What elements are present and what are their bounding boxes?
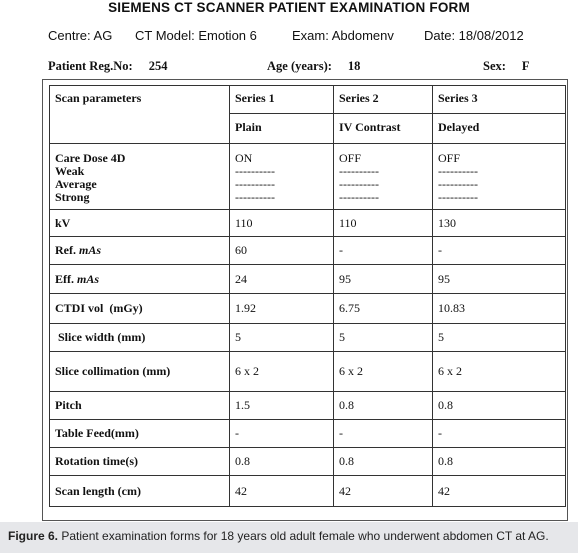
- scan-parameters-table: [49, 85, 566, 507]
- form-title: SIEMENS CT SCANNER PATIENT EXAMINATION FORM: [108, 0, 470, 15]
- header-series-1: Series 1: [230, 86, 334, 114]
- exam-field: Exam: Abdomenv: [292, 28, 394, 43]
- blank-line: ----------: [339, 177, 379, 191]
- care-dose-value: ON: [235, 151, 253, 165]
- param-value-series-1: 110: [230, 210, 334, 237]
- protocol-series-3: Delayed: [433, 114, 566, 144]
- param-label-text: CTDI vol (mGy): [55, 301, 143, 315]
- table-row: [50, 352, 566, 392]
- table-row: [50, 294, 566, 324]
- sex-field: [483, 59, 530, 74]
- param-value-series-3: 130: [433, 210, 566, 237]
- blank-line: ----------: [235, 164, 275, 178]
- param-label: [50, 392, 230, 420]
- age-value: 18: [347, 59, 361, 73]
- param-label: [50, 476, 230, 507]
- param-value-series-1: 1.92: [230, 294, 334, 324]
- blank-line: ----------: [438, 164, 478, 178]
- table-row: [50, 420, 566, 448]
- date-field: Date: 18/08/2012: [424, 28, 524, 43]
- param-label-text: Rotation time(s): [55, 454, 138, 468]
- param-value-series-2: -: [334, 420, 433, 448]
- param-value-series-3: 5: [433, 324, 566, 352]
- blank-line: ----------: [339, 190, 379, 204]
- param-value-series-2: -: [334, 237, 433, 265]
- patient-reg-label: Patient Reg.No:: [48, 59, 133, 73]
- centre-field: Centre: AG: [48, 28, 113, 43]
- caption-text: Patient examination forms for 18 years old adult female who underwent abdomen CT at AG.: [58, 529, 549, 543]
- care-dose-label: [50, 144, 230, 210]
- care-dose-value: OFF: [339, 151, 362, 165]
- param-label: [50, 265, 230, 294]
- param-label-text: kV: [55, 216, 71, 230]
- param-label-text: Eff.: [55, 272, 77, 286]
- figure-caption: [0, 522, 578, 553]
- protocol-series-1: Plain: [230, 114, 334, 144]
- param-label-text: Pitch: [55, 398, 82, 412]
- param-value-series-1: 0.8: [230, 448, 334, 476]
- param-label-text: Scan length (cm): [55, 484, 141, 498]
- param-value-series-3: 6 x 2: [433, 352, 566, 392]
- param-value-series-3: 95: [433, 265, 566, 294]
- header-scan-parameters: Scan parameters: [50, 86, 230, 144]
- param-value-series-2: 6 x 2: [334, 352, 433, 392]
- table-row: [50, 86, 566, 114]
- param-value-series-2: 95: [334, 265, 433, 294]
- param-label: [50, 324, 230, 352]
- param-value-series-3: -: [433, 237, 566, 265]
- care-dose-series-1: [230, 144, 334, 210]
- param-label: [50, 352, 230, 392]
- blank-line: ----------: [235, 177, 275, 191]
- param-label: [50, 294, 230, 324]
- param-value-series-3: 0.8: [433, 392, 566, 420]
- param-value-series-3: 42: [433, 476, 566, 507]
- param-label-text: Table Feed(mm): [55, 426, 139, 440]
- blank-line: ----------: [438, 177, 478, 191]
- table-row: [50, 392, 566, 420]
- param-value-series-2: 0.8: [334, 392, 433, 420]
- care-dose-value: OFF: [438, 151, 461, 165]
- param-value-series-2: 6.75: [334, 294, 433, 324]
- param-value-series-1: 60: [230, 237, 334, 265]
- blank-line: ----------: [339, 164, 379, 178]
- care-dose-title: Care Dose 4D: [55, 151, 126, 165]
- param-label: [50, 237, 230, 265]
- param-value-series-1: 42: [230, 476, 334, 507]
- header-series-3: Series 3: [433, 86, 566, 114]
- table-row: [50, 144, 566, 210]
- patient-reg-field: [48, 59, 167, 74]
- care-dose-strong: Strong: [55, 190, 90, 204]
- param-value-series-1: 6 x 2: [230, 352, 334, 392]
- table-row: [50, 324, 566, 352]
- blank-line: ----------: [235, 190, 275, 204]
- param-label: [50, 448, 230, 476]
- param-value-series-2: 0.8: [334, 448, 433, 476]
- header-series-2: Series 2: [334, 86, 433, 114]
- param-label-text: Ref.: [55, 243, 79, 257]
- param-label: [50, 210, 230, 237]
- param-label-unit: mAs: [77, 272, 100, 286]
- param-value-series-3: 10.83: [433, 294, 566, 324]
- patient-reg-value: 254: [148, 59, 168, 73]
- table-row: [50, 210, 566, 237]
- param-value-series-3: -: [433, 420, 566, 448]
- param-label-unit: mAs: [79, 243, 102, 257]
- care-dose-series-3: [433, 144, 566, 210]
- sex-value: F: [521, 59, 530, 73]
- param-label: [50, 420, 230, 448]
- age-label: Age (years):: [267, 59, 332, 73]
- param-value-series-1: 1.5: [230, 392, 334, 420]
- care-dose-weak: Weak: [55, 164, 85, 178]
- sex-label: Sex:: [483, 59, 506, 73]
- protocol-series-2: IV Contrast: [334, 114, 433, 144]
- table-row: [50, 448, 566, 476]
- param-value-series-1: 24: [230, 265, 334, 294]
- care-dose-series-2: [334, 144, 433, 210]
- param-value-series-3: 0.8: [433, 448, 566, 476]
- param-value-series-2: 42: [334, 476, 433, 507]
- age-field: [267, 59, 360, 74]
- param-value-series-2: 110: [334, 210, 433, 237]
- table-row: [50, 265, 566, 294]
- param-label-text: Slice width (mm): [55, 330, 146, 344]
- param-value-series-2: 5: [334, 324, 433, 352]
- param-label-text: Slice collimation (mm): [55, 364, 171, 378]
- ct-model-field: CT Model: Emotion 6: [135, 28, 257, 43]
- param-value-series-1: 5: [230, 324, 334, 352]
- caption-prefix: Figure 6.: [8, 529, 59, 543]
- table-row: [50, 237, 566, 265]
- table-row: [50, 476, 566, 507]
- blank-line: ----------: [438, 190, 478, 204]
- care-dose-average: Average: [55, 177, 97, 191]
- param-value-series-1: -: [230, 420, 334, 448]
